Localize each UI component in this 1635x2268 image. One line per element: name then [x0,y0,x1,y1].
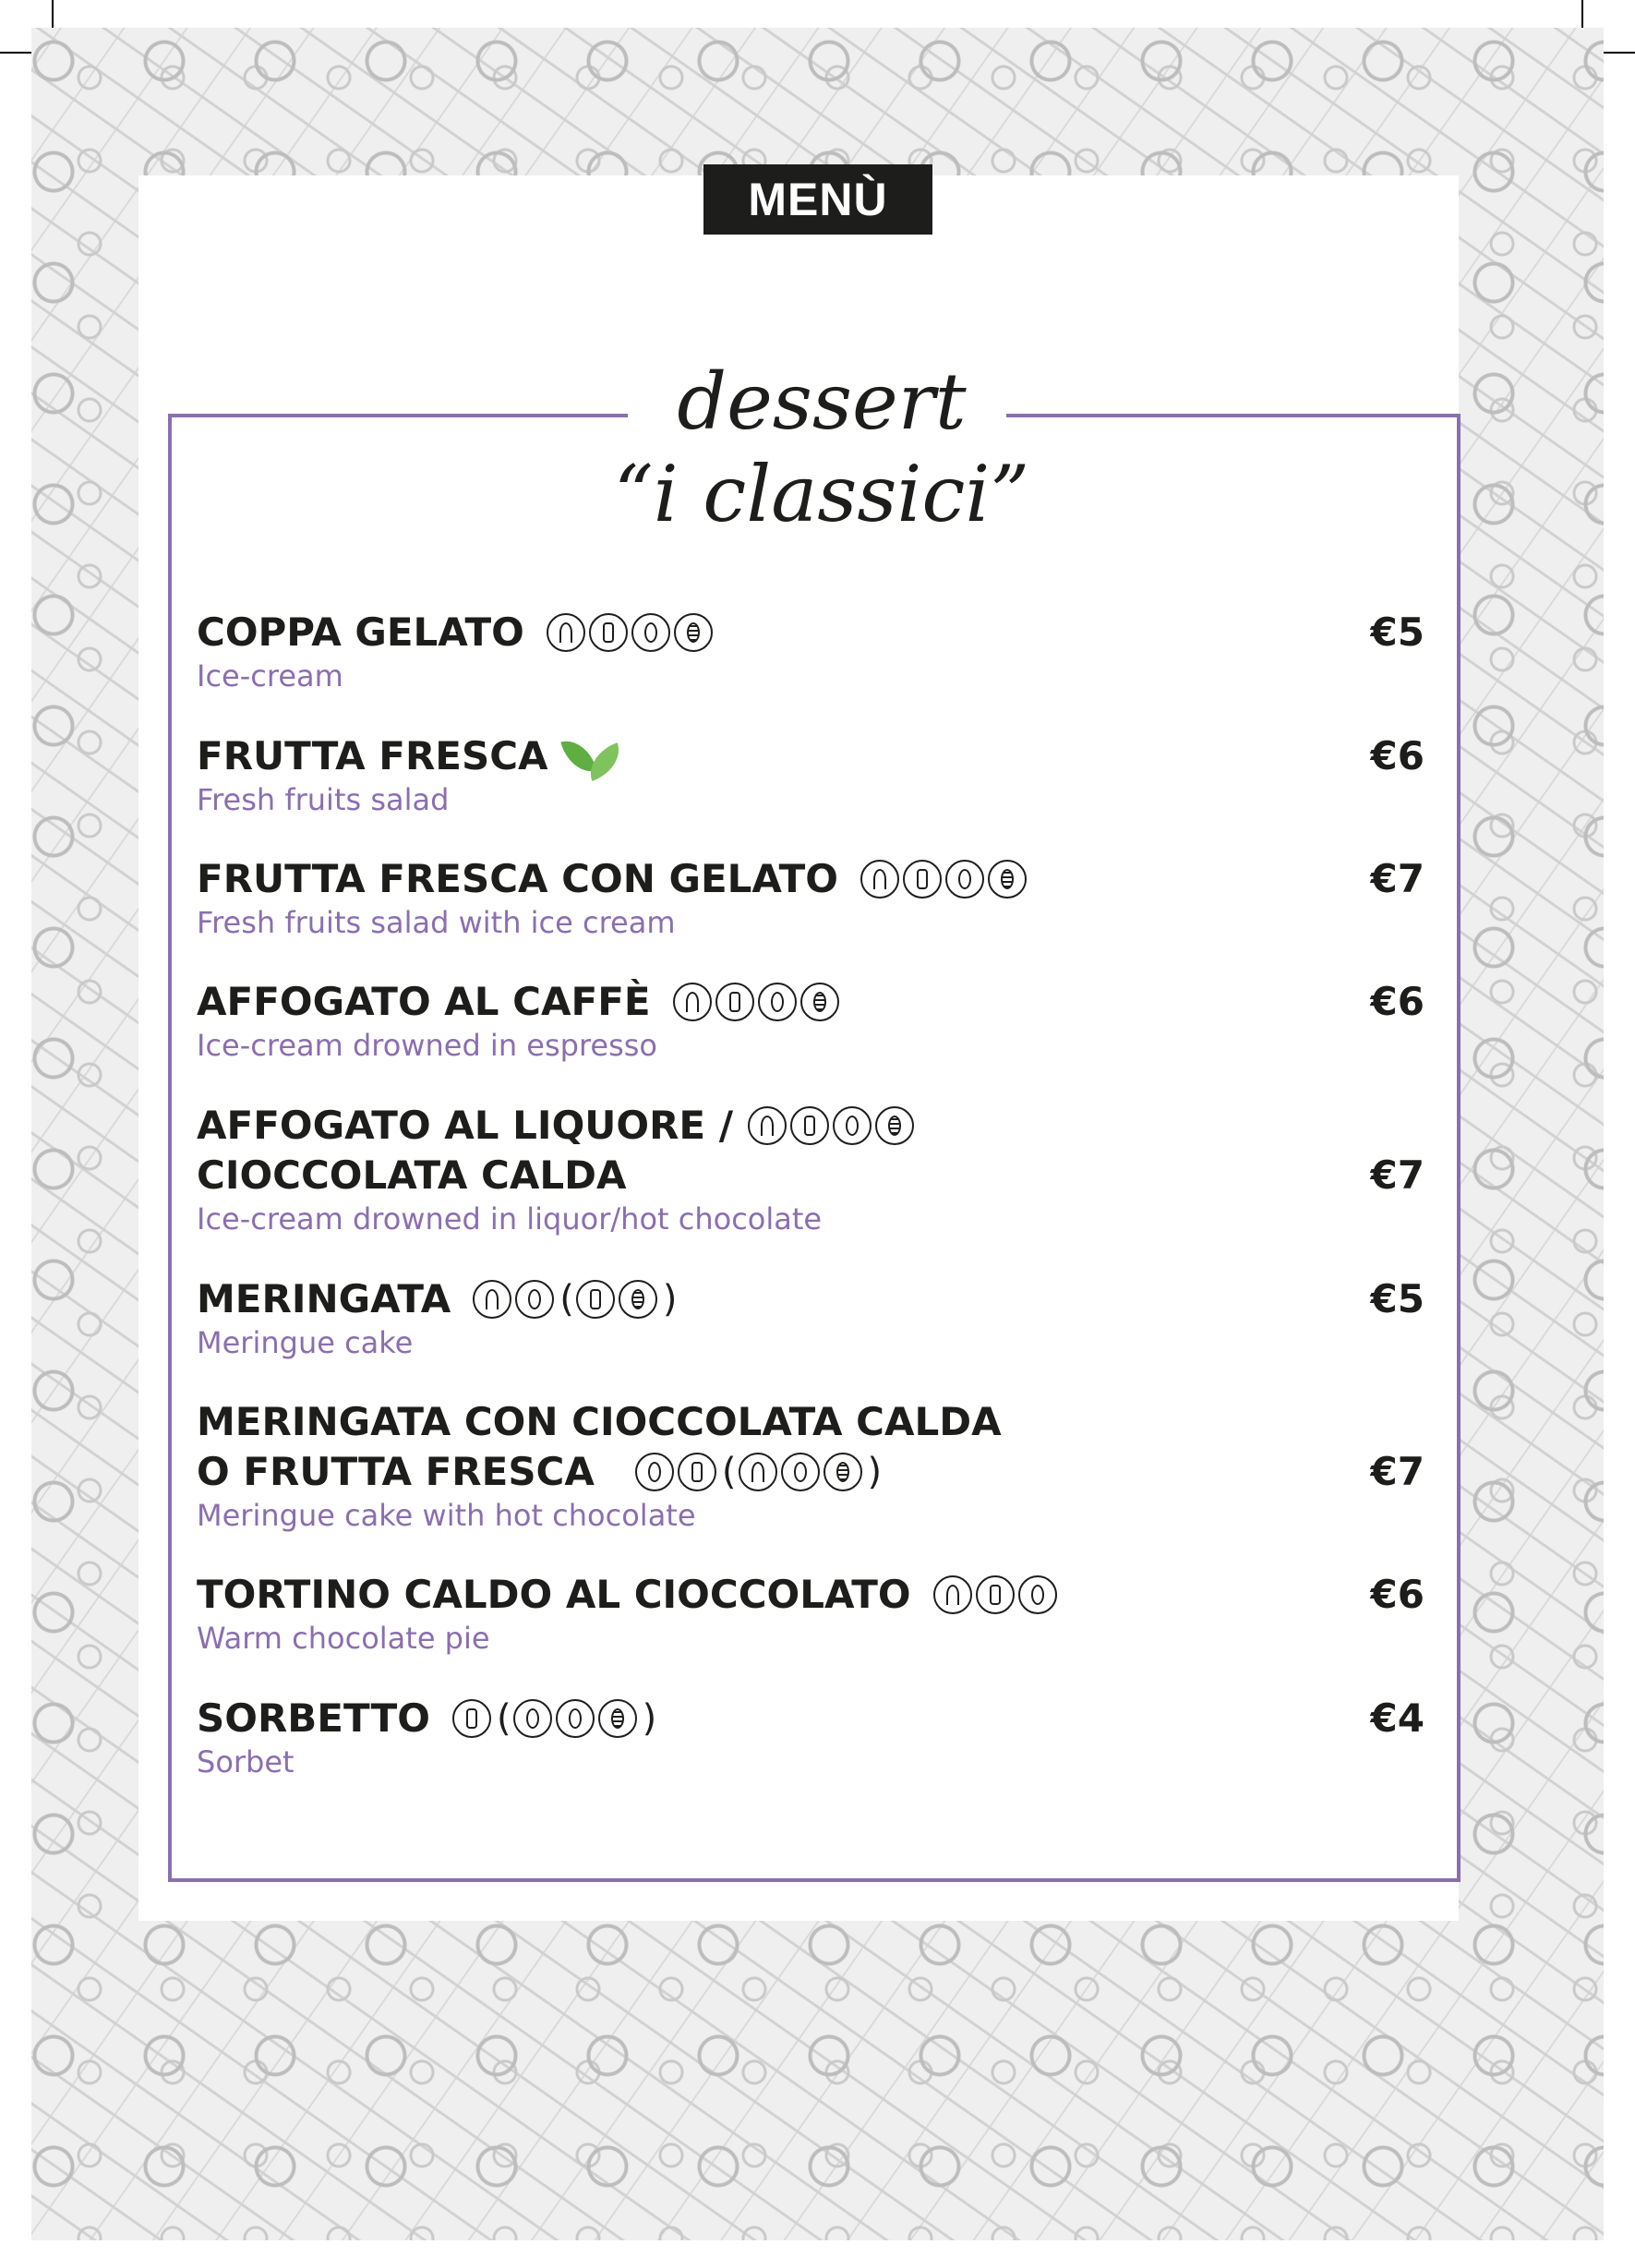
grain-icon [860,860,899,899]
egg-icon [945,860,984,899]
item-name-row [197,1694,1425,1743]
milk-icon [678,1453,716,1491]
nut-icon [824,1453,862,1491]
paren-close: ) [642,1697,657,1740]
paren-close: ) [867,1451,883,1493]
nut-icon [988,860,1027,899]
item-price: €6 [1370,733,1425,778]
item-name-row [197,1151,1425,1200]
egg-icon [513,1699,552,1738]
item-name-row [197,977,1425,1027]
milk-icon [976,1575,1015,1614]
item-description: Ice-cream drowned in liquor/hot chocolate [197,1201,823,1237]
item-description: Ice-cream drowned in espresso [197,1028,657,1063]
menu-item [197,1694,1425,1780]
nut-icon [598,1699,637,1738]
milk-icon [576,1280,615,1319]
egg-icon [1018,1575,1057,1614]
grain-icon [473,1280,511,1319]
item-price: €7 [1370,1152,1425,1198]
milk-icon [903,860,942,899]
allergen-list [860,860,1030,899]
item-name-line2: CIOCCOLATA CALDA [197,1152,627,1198]
egg-icon [758,983,797,1021]
item-price: €6 [1370,979,1425,1024]
item-price: €6 [1370,1572,1425,1617]
section-title-line1: dessert [677,356,967,447]
menu-badge: MENÙ [703,164,932,235]
milk-icon [715,983,754,1021]
egg-icon [833,1106,872,1145]
item-name-row [197,1570,1425,1620]
item-name: COPPA GELATO [197,609,524,655]
item-name-row [197,1397,1425,1447]
section-title [517,356,1126,540]
item-description: Warm chocolate pie [197,1621,490,1656]
item-description: Meringue cake with hot chocolate [197,1498,696,1533]
grain-icon [547,613,585,652]
allergen-list [933,1575,1061,1614]
allergen-list [473,1274,679,1324]
paren-open: ( [496,1697,511,1740]
allergen-list [547,613,716,652]
item-price: €4 [1370,1695,1425,1741]
item-description: Fresh fruits salad [197,782,450,817]
item-name: FRUTTA FRESCA [197,733,548,778]
grain-icon [748,1106,787,1145]
menu-item [197,1570,1425,1657]
egg-icon [635,1453,674,1491]
menu-item [197,1101,1425,1237]
soy-icon [781,1453,820,1491]
grain-icon [933,1575,972,1614]
allergen-list [673,983,843,1021]
menu-item [197,1397,1425,1534]
item-description: Meringue cake [197,1325,414,1360]
vegan-leaf-icon [561,736,626,777]
item-name-line1: AFFOGATO AL LIQUORE / [197,1103,734,1148]
item-name: MERINGATA [197,1276,451,1321]
item-name: SORBETTO [197,1695,430,1741]
allergen-list [635,1447,884,1497]
nut-icon [674,613,713,652]
crop-mark [1581,0,1583,28]
crop-mark [1598,52,1635,54]
item-description: Sorbet [197,1744,295,1779]
egg-icon [515,1280,554,1319]
item-name: TORTINO CALDO AL CIOCCOLATO [197,1572,911,1617]
item-description: Ice-cream [197,658,343,694]
paren-open: ( [721,1451,737,1493]
nut-icon [619,1280,657,1319]
item-name-row [197,608,1425,657]
milk-icon [790,1106,829,1145]
item-price: €5 [1370,1276,1425,1321]
menu-item [197,977,1425,1064]
item-name-row [197,854,1425,904]
item-price: €7 [1370,1449,1425,1494]
section-title-line2: “i classici” [613,449,1030,539]
item-name-row [197,1274,1425,1324]
paren-open: ( [559,1278,574,1321]
egg-icon [631,613,670,652]
item-name-row [197,731,1425,781]
item-name: AFFOGATO AL CAFFÈ [197,979,651,1024]
milk-icon [452,1699,491,1738]
allergen-list [452,1694,658,1743]
item-price: €5 [1370,609,1425,655]
nut-icon [875,1106,914,1145]
crop-mark [52,0,54,28]
item-name-row [197,1101,1425,1151]
menu-item [197,854,1425,941]
grain-icon [673,983,712,1021]
milk-icon [589,613,628,652]
item-description: Fresh fruits salad with ice cream [197,905,676,940]
nut-icon [800,983,839,1021]
soy-icon [556,1699,595,1738]
item-name-row [197,1447,1425,1497]
item-name-line2: O FRUTTA FRESCA [197,1449,595,1494]
paren-close: ) [662,1278,678,1321]
menu-item [197,1274,1425,1361]
allergen-list [748,1106,918,1145]
menu-item [197,608,1425,694]
item-price: €7 [1370,856,1425,901]
item-name-line1: MERINGATA CON CIOCCOLATA CALDA [197,1399,1002,1444]
item-name: FRUTTA FRESCA CON GELATO [197,856,839,901]
grain-icon [739,1453,777,1491]
menu-item [197,731,1425,818]
